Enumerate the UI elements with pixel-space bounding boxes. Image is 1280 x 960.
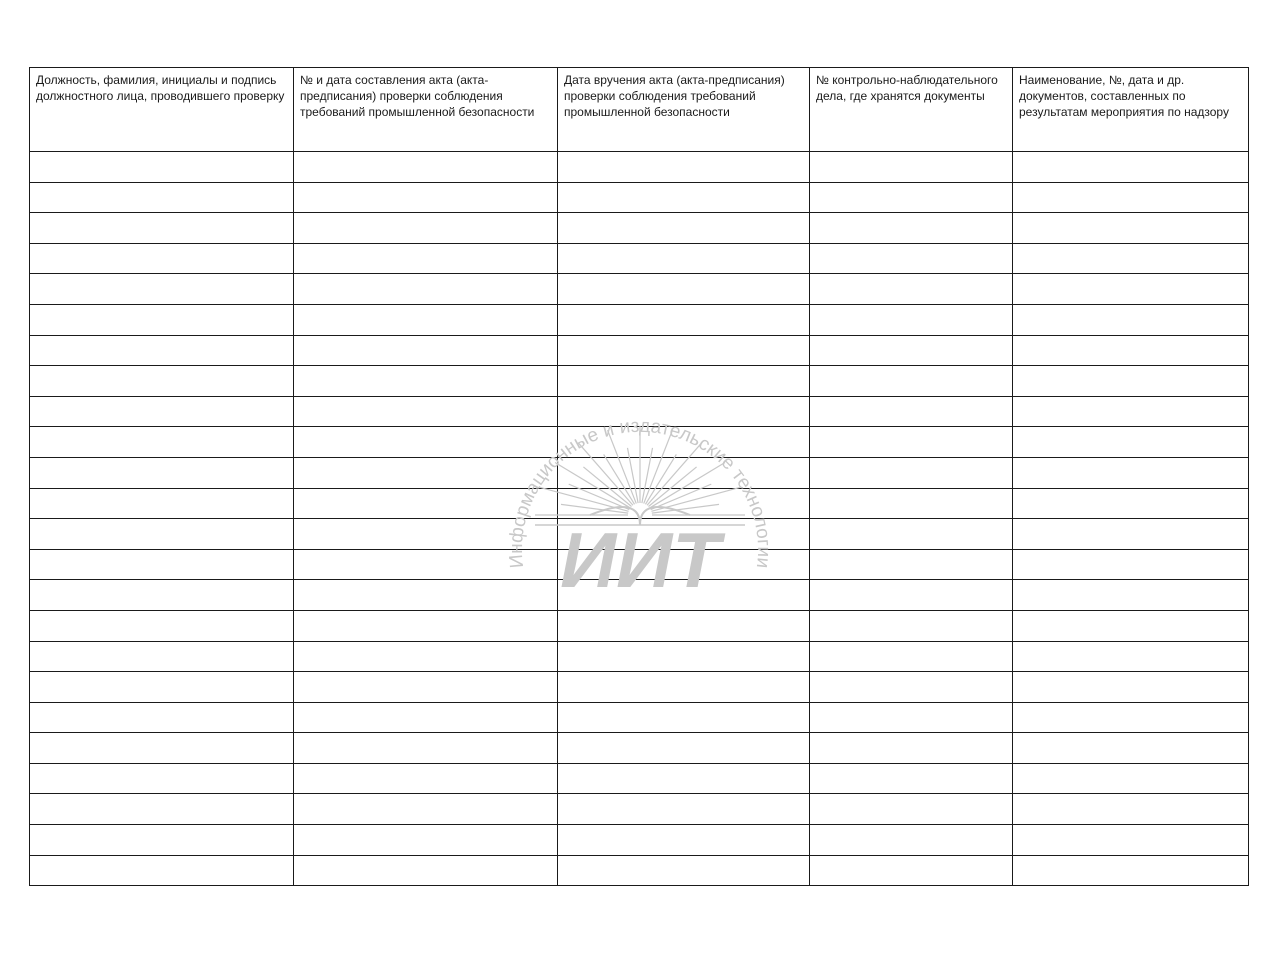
table-cell[interactable] (30, 396, 294, 427)
table-cell[interactable] (1013, 396, 1249, 427)
table-cell[interactable] (294, 335, 558, 366)
table-cell[interactable] (1013, 825, 1249, 856)
table-cell[interactable] (294, 152, 558, 183)
table-cell[interactable] (30, 213, 294, 244)
table-row (30, 396, 1249, 427)
table-row (30, 243, 1249, 274)
table-cell[interactable] (810, 396, 1013, 427)
table-cell[interactable] (1013, 672, 1249, 703)
table-cell[interactable] (558, 213, 810, 244)
table-cell[interactable] (294, 733, 558, 764)
table-cell[interactable] (1013, 855, 1249, 886)
table-cell[interactable] (810, 213, 1013, 244)
table-cell[interactable] (810, 182, 1013, 213)
table-cell[interactable] (294, 182, 558, 213)
table-cell[interactable] (1013, 274, 1249, 305)
table-cell[interactable] (30, 457, 294, 488)
table-cell[interactable] (1013, 427, 1249, 458)
table-row (30, 427, 1249, 458)
table-cell[interactable] (30, 366, 294, 397)
table-cell[interactable] (30, 488, 294, 519)
table-cell[interactable] (810, 610, 1013, 641)
table-cell[interactable] (1013, 457, 1249, 488)
column-header-act-delivery-date: Дата вручения акта (акта-предписания) проверки соблюдения требований промышленной безопасности (558, 68, 810, 152)
table-cell[interactable] (1013, 182, 1249, 213)
table-cell[interactable] (294, 549, 558, 580)
table-cell[interactable] (810, 243, 1013, 274)
table-cell[interactable] (1013, 702, 1249, 733)
table-cell[interactable] (810, 274, 1013, 305)
table-cell[interactable] (294, 274, 558, 305)
table-cell[interactable] (558, 182, 810, 213)
table-cell[interactable] (810, 519, 1013, 550)
table-cell[interactable] (558, 396, 810, 427)
column-header-documents: Наименование, №, дата и др. документов, составленных по результатам мероприятия по надзору (1013, 68, 1249, 152)
table-cell[interactable] (30, 702, 294, 733)
table-cell[interactable] (810, 641, 1013, 672)
table-cell[interactable] (1013, 580, 1249, 611)
table-cell[interactable] (1013, 794, 1249, 825)
table-cell[interactable] (558, 488, 810, 519)
column-header-case-number: № контрольно-наблюдательного дела, где хранятся документы (810, 68, 1013, 152)
table-cell[interactable] (30, 304, 294, 335)
table-cell[interactable] (810, 825, 1013, 856)
table-row (30, 855, 1249, 886)
table-cell[interactable] (294, 427, 558, 458)
table-cell[interactable] (810, 733, 1013, 764)
table-cell[interactable] (1013, 610, 1249, 641)
table-cell[interactable] (1013, 213, 1249, 244)
table-cell[interactable] (558, 641, 810, 672)
table-cell[interactable] (294, 702, 558, 733)
table-cell[interactable] (294, 610, 558, 641)
table-row (30, 825, 1249, 856)
table-cell[interactable] (1013, 549, 1249, 580)
table-cell[interactable] (30, 152, 294, 183)
table-row (30, 152, 1249, 183)
table-cell[interactable] (558, 335, 810, 366)
table-cell[interactable] (810, 457, 1013, 488)
table-cell[interactable] (294, 641, 558, 672)
table-cell[interactable] (294, 763, 558, 794)
table-row (30, 549, 1249, 580)
table-cell[interactable] (558, 274, 810, 305)
table-cell[interactable] (558, 304, 810, 335)
table-cell[interactable] (294, 366, 558, 397)
table-cell[interactable] (810, 366, 1013, 397)
table-cell[interactable] (810, 702, 1013, 733)
table-cell[interactable] (558, 152, 810, 183)
table-row (30, 457, 1249, 488)
table-cell[interactable] (810, 672, 1013, 703)
table-cell[interactable] (30, 672, 294, 703)
table-cell[interactable] (30, 855, 294, 886)
table-row (30, 213, 1249, 244)
table-row (30, 519, 1249, 550)
table-cell[interactable] (30, 610, 294, 641)
table-cell[interactable] (294, 825, 558, 856)
table-cell[interactable] (1013, 519, 1249, 550)
table-cell[interactable] (30, 580, 294, 611)
table-row (30, 610, 1249, 641)
column-header-act-number-date: № и дата составления акта (акта-предписания) проверки соблюдения требований промышленной безопасности (294, 68, 558, 152)
table-cell[interactable] (810, 152, 1013, 183)
table-row (30, 763, 1249, 794)
table-cell[interactable] (810, 549, 1013, 580)
table-cell[interactable] (810, 580, 1013, 611)
table-cell[interactable] (1013, 152, 1249, 183)
table-cell[interactable] (558, 549, 810, 580)
table-cell[interactable] (294, 304, 558, 335)
table-cell[interactable] (30, 519, 294, 550)
table-cell[interactable] (558, 427, 810, 458)
table-cell[interactable] (30, 794, 294, 825)
table-cell[interactable] (1013, 641, 1249, 672)
table-cell[interactable] (30, 335, 294, 366)
table-row (30, 641, 1249, 672)
table-cell[interactable] (558, 457, 810, 488)
table-cell[interactable] (1013, 335, 1249, 366)
table-body (30, 152, 1249, 886)
table-row (30, 702, 1249, 733)
table-cell[interactable] (810, 855, 1013, 886)
table-row (30, 733, 1249, 764)
table-cell[interactable] (558, 825, 810, 856)
table-row (30, 335, 1249, 366)
table-row (30, 488, 1249, 519)
table-cell[interactable] (558, 672, 810, 703)
table-cell[interactable] (810, 794, 1013, 825)
table-cell[interactable] (30, 641, 294, 672)
table-row (30, 794, 1249, 825)
table-cell[interactable] (30, 274, 294, 305)
column-header-inspector: Должность, фамилия, инициалы и подпись должностного лица, проводившего проверку (30, 68, 294, 152)
table-cell[interactable] (30, 182, 294, 213)
table-cell[interactable] (810, 427, 1013, 458)
table-row (30, 672, 1249, 703)
table-cell[interactable] (558, 610, 810, 641)
table-cell[interactable] (294, 488, 558, 519)
table-cell[interactable] (30, 825, 294, 856)
inspection-journal-table (29, 67, 1249, 886)
table-cell[interactable] (1013, 366, 1249, 397)
table-cell[interactable] (294, 519, 558, 550)
table-cell[interactable] (30, 243, 294, 274)
table-cell[interactable] (810, 304, 1013, 335)
table-cell[interactable] (294, 672, 558, 703)
table-cell[interactable] (294, 855, 558, 886)
table-row (30, 274, 1249, 305)
table-cell[interactable] (558, 519, 810, 550)
table-cell[interactable] (294, 243, 558, 274)
table-cell[interactable] (558, 763, 810, 794)
table-cell[interactable] (30, 549, 294, 580)
table-cell[interactable] (1013, 243, 1249, 274)
table-cell[interactable] (558, 794, 810, 825)
table-cell[interactable] (810, 335, 1013, 366)
table-cell[interactable] (294, 794, 558, 825)
table-cell[interactable] (1013, 304, 1249, 335)
header-row (30, 68, 1249, 152)
watermark-arc-text: Информационные и издательские технологии (505, 415, 775, 570)
table-row (30, 182, 1249, 213)
table-cell[interactable] (294, 457, 558, 488)
table-cell[interactable] (810, 488, 1013, 519)
table-row (30, 580, 1249, 611)
table-cell[interactable] (30, 427, 294, 458)
table-cell[interactable] (294, 396, 558, 427)
table-row (30, 366, 1249, 397)
table-cell[interactable] (810, 763, 1013, 794)
table-cell[interactable] (558, 733, 810, 764)
table-cell[interactable] (1013, 733, 1249, 764)
table-cell[interactable] (1013, 763, 1249, 794)
table-cell[interactable] (294, 580, 558, 611)
table-cell[interactable] (1013, 488, 1249, 519)
table-cell[interactable] (294, 213, 558, 244)
table-cell[interactable] (558, 855, 810, 886)
table-cell[interactable] (558, 243, 810, 274)
table-cell[interactable] (558, 580, 810, 611)
table-cell[interactable] (558, 702, 810, 733)
table-cell[interactable] (30, 733, 294, 764)
table-row (30, 304, 1249, 335)
table-cell[interactable] (558, 366, 810, 397)
table-cell[interactable] (30, 763, 294, 794)
watermark-logo-text: ИИТ (560, 516, 720, 595)
